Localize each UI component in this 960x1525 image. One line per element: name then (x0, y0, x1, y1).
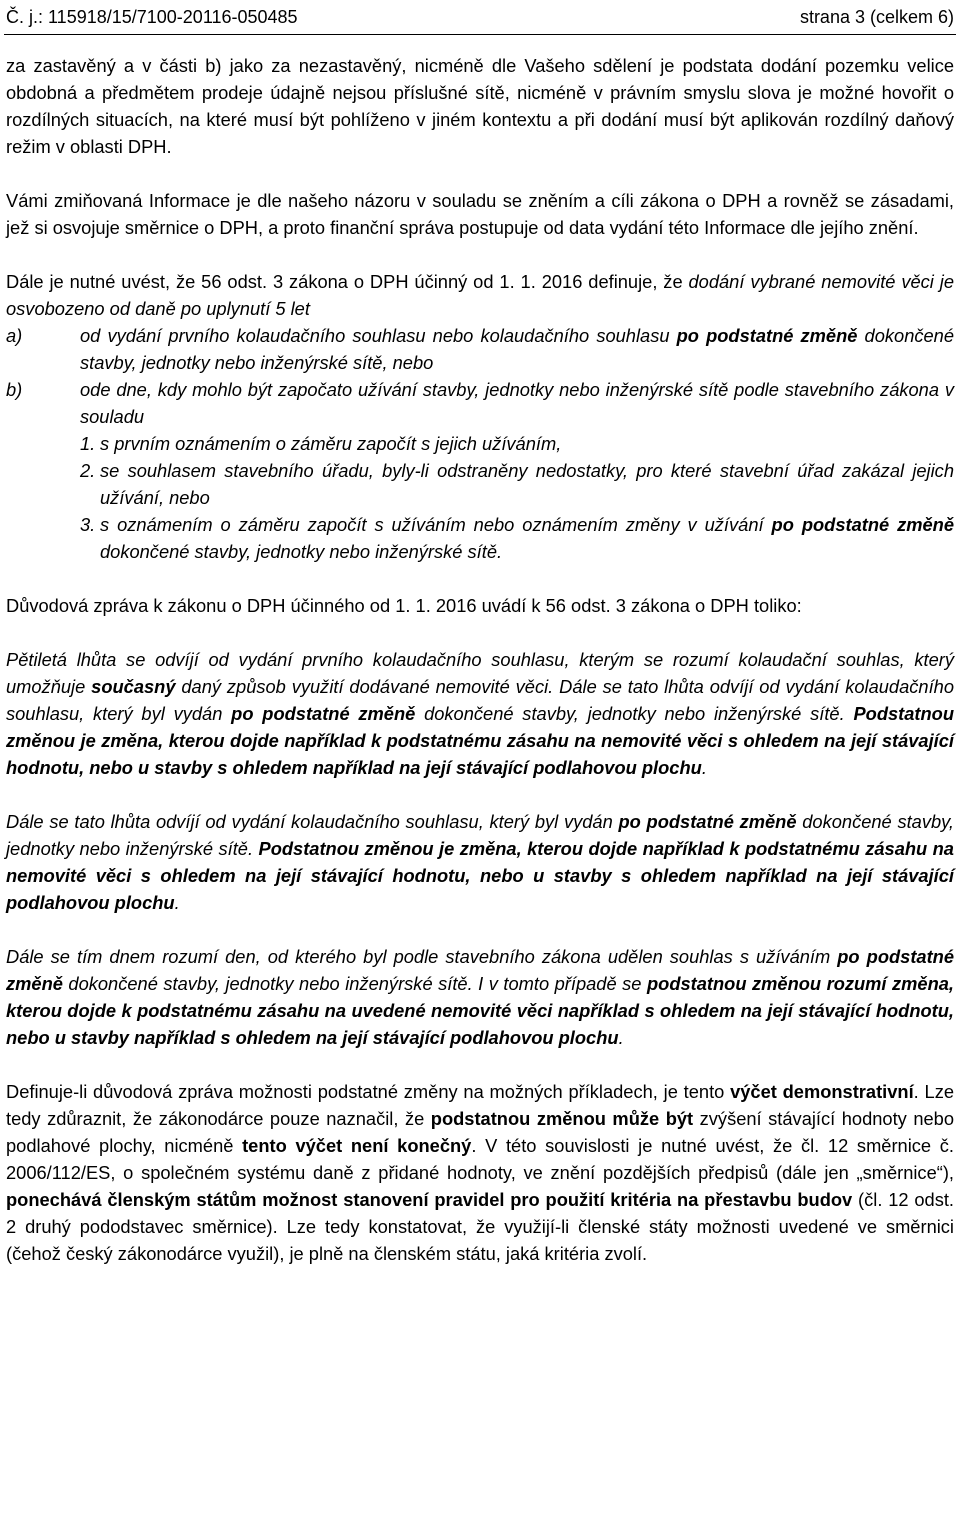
document-body (6, 52, 954, 1267)
paragraph-1: za zastavěný a v části b) jako za nezastavěný, nicméně dle Vašeho sdělení je podstata dodání pozemku velice obdobná a předmětem prodeje údajně nejsou příslušné sítě, nicméně v právním smyslu slova je možné hovořit o rozdílných situacích, na které musí být pohlíženo v jiném kontextu a při dodání musí být aplikován rozdílný daňový režim v oblasti DPH. (6, 55, 954, 157)
page-number: strana 3 (celkem 6) (799, 7, 954, 27)
list-item-3: 3. s oznámením o záměru započít s užíváním nebo oznámením změny v užívání po podstatné změně dokončené stavby, jednotky nebo inženýrské sítě. (80, 514, 955, 562)
header-divider (4, 34, 956, 35)
paragraph-7: Dále se tím dnem rozumí den, od kterého byl podle stavebního zákona udělen souhlas s užíváním po podstatné změně dokončené stavby, jednotky nebo inženýrské sítě. I v tomto případě se podstatnou změnou rozumí změna, kterou dojde k podstatnému zásahu na uvedené nemovité věci například s ohledem na její stávající hodnotu, nebo u stavby například s ohledem na její stávající podlahovou plochu. (6, 946, 954, 1048)
paragraph-3: Dále je nutné uvést, že 56 odst. 3 zákona o DPH účinný od 1. 1. 2016 definuje, že dodání vybrané nemovité věci je osvobozeno od daně po uplynutí 5 let (6, 271, 954, 319)
list-item-1: 1. s prvním oznámením o záměru započít s jejich užíváním, (80, 433, 562, 454)
paragraph-4: Důvodová zpráva k zákonu o DPH účinného od 1. 1. 2016 uvádí k 56 odst. 3 zákona o DPH toliko: (6, 595, 802, 616)
document-reference: Č. j.: 115918/15/7100-20116-050485 (6, 7, 298, 27)
paragraph-5: Pětiletá lhůta se odvíjí od vydání prvního kolaudačního souhlasu, kterým se rozumí kolaudační souhlas, který umožňuje současný daný způsob využití dodávané nemovité věci. Dále se tato lhůta odvíjí od vydání kolaudačního souhlasu, který byl vydán po podstatné změně dokončené stavby, jednotky nebo inženýrské sítě. Podstatnou změnou je změna, kterou dojde například k podstatnému zásahu na nemovité věci s ohledem na její stávající hodnotu, nebo u stavby s ohledem například na její stávající podlahovou plochu. (6, 649, 955, 778)
page-header (6, 6, 954, 34)
list-item-b: b) ode dne, kdy mohlo být započato užívání stavby, jednotky nebo inženýrské sítě podle stavebního zákona v souladu (6, 379, 954, 427)
legal-list (6, 322, 954, 565)
paragraph-8: Definuje-li důvodová zpráva možnosti podstatné změny na možných příkladech, je tento výčet demonstrativní. Lze tedy zdůraznit, že zákonodárce pouze naznačil, že podstatnou změnou může být zvýšení stávající hodnoty nebo podlahové plochy, nicméně tento výčet není konečný. V této souvislosti je nutné uvést, že čl. 12 směrnice č. 2006/112/ES, o společném systému daně z přidané hodnoty, ve znění pozdějších předpisů (dále jen „směrnice“), ponechává členským státům možnost stanovení pravidel pro použití kritéria na přestavbu budov (čl. 12 odst. 2 druhý pododstavec směrnice). Lze tedy konstatovat, že využijí-li členské státy možnosti uvedené ve směrnici (čehož český zákonodárce využil), je plně na členském státu, jaká kritéria zvolí. (6, 1081, 955, 1264)
paragraph-6: Dále se tato lhůta odvíjí od vydání kolaudačního souhlasu, který byl vydán po podstatné změně dokončené stavby, jednotky nebo inženýrské sítě. Podstatnou změnou je změna, kterou dojde například k podstatnému zásahu na nemovité věci s ohledem na její stávající hodnotu, nebo u stavby s ohledem například na její stávající podlahovou plochu. (6, 811, 955, 913)
list-item-a: a) od vydání prvního kolaudačního souhlasu nebo kolaudačního souhlasu po podstatné změně dokončené stavby, jednotky nebo inženýrské sítě, nebo (6, 325, 955, 373)
list-item-2: 2. se souhlasem stavebního úřadu, byly-li odstraněny nedostatky, pro které stavební úřad zakázal jejich užívání, nebo (80, 460, 954, 508)
paragraph-2: Vámi zmiňovaná Informace je dle našeho názoru v souladu se zněním a cíli zákona o DPH a rovněž se zásadami, jež si osvojuje směrnice o DPH, a proto finanční správa postupuje od data vydání této Informace dle jejího znění. (6, 190, 954, 238)
